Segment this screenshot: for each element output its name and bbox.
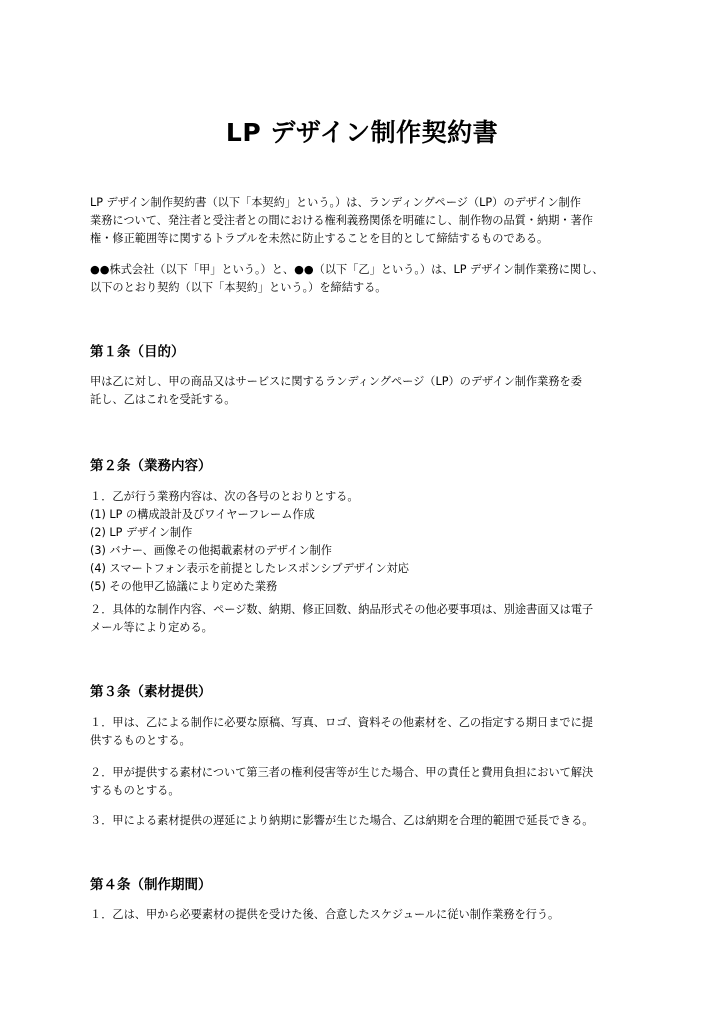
article-3-paragraph-3: ３．甲による素材提供の遅延により納期に影響が生じた場合、乙は納期を合理的範囲で延長できる。: [90, 814, 594, 827]
document-title: LP デザイン制作契約書: [225, 118, 499, 147]
preamble-paragraph-2: ●●株式会社（以下「甲」という。）と、●●（以下「乙」という。）は、LP デザイン制作業務に関し、 以下のとおり契約（以下「本契約」という。）を締結する。: [90, 263, 604, 294]
article-2-paragraph-2: ２．具体的な制作内容、ページ数、納期、修正回数、納品形式その他必要事項は、別途書面又は電子 メール等により定める。: [90, 603, 594, 634]
article-4-paragraph-1: １．乙は、甲から必要素材の提供を受けた後、合意したスケジュールに従い制作業務を行う。: [90, 908, 560, 921]
article-1-heading: 第１条（目的）: [90, 344, 185, 360]
article-1-paragraph-1: 甲は乙に対し、甲の商品又はサービスに関するランディングページ（LP）のデザイン制作業務を委 託し、乙はこれを受託する。: [90, 375, 582, 406]
article-2-paragraph-1: １．乙が行う業務内容は、次の各号のとおりとする。 (1) LP の構成設計及びワイヤーフレーム作成 (2) LP デザイン制作 (3) バナー、画像その他掲載素材のデザイン制作 (4) スマートフォン表示を前提としたレスポンシブデザイン対応 (5) その他甲乙協議により定めた業務: [90, 490, 409, 593]
article-4-heading: 第４条（制作期間）: [90, 877, 212, 893]
article-2-heading: 第２条（業務内容）: [90, 458, 212, 474]
article-3-paragraph-1: １．甲は、乙による制作に必要な原稿、写真、ロゴ、資料その他素材を、乙の指定する期日までに提 供するものとする。: [90, 716, 593, 747]
article-3-paragraph-2: ２．甲が提供する素材について第三者の権利侵害等が生じた場合、甲の責任と費用負担において解決 するものとする。: [90, 766, 594, 797]
article-3-heading: 第３条（素材提供）: [90, 684, 212, 700]
preamble-paragraph-1: LP デザイン制作契約書（以下「本契約」という。）は、ランディングページ（LP）のデザイン制作 業務について、発注者と受注者との間における権利義務関係を明確にし、制作物の品質・納期・著作 権・修正範囲等に関するトラブルを未然に防止することを目的として締結するものである。: [90, 196, 593, 245]
